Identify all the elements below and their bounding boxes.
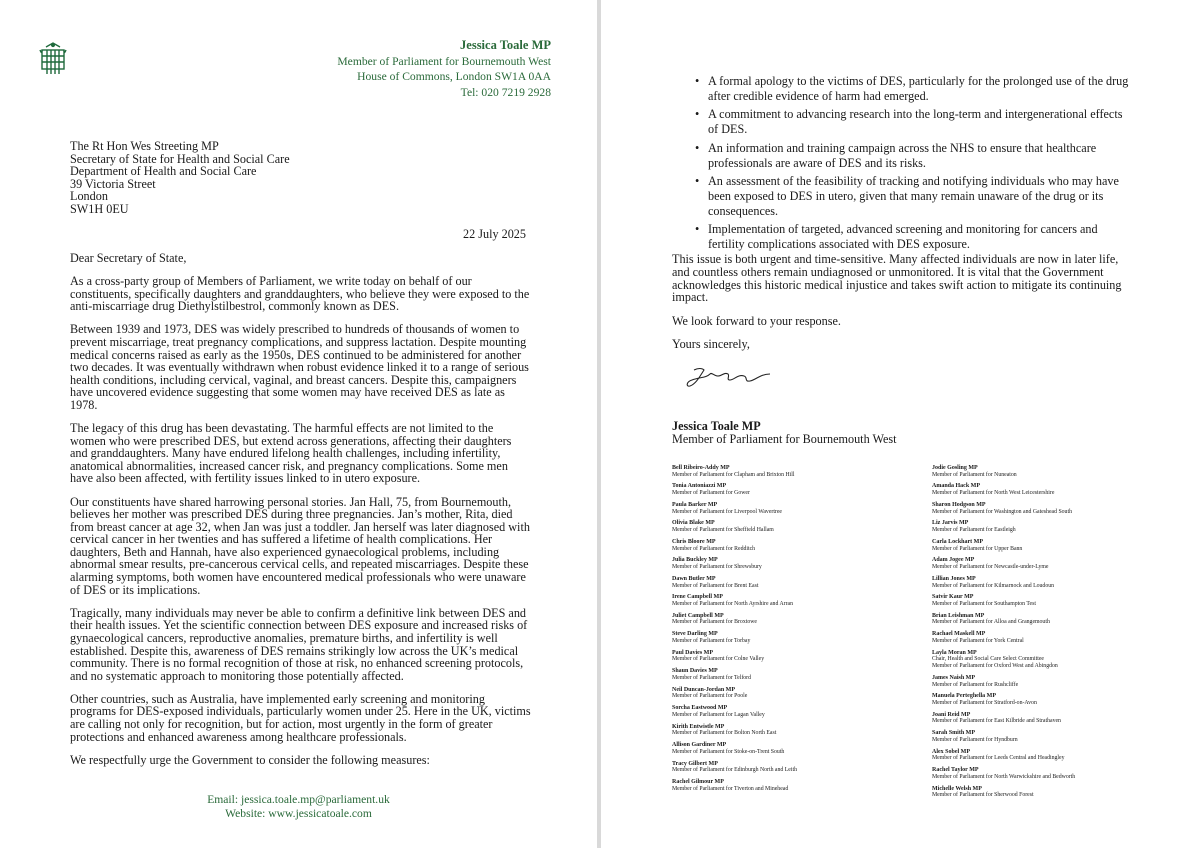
letterhead-line: Member of Parliament for Bournemouth West: [337, 54, 551, 68]
cosignatory: [932, 675, 1075, 688]
recipient-line: The Rt Hon Wes Streeting MP: [70, 139, 219, 153]
cosignatory: [932, 520, 1075, 533]
body-paragraph: This issue is both urgent and time-sensitive. Many affected individuals are now in later life, and countless others remain undiagnosed or unmonitored. It is vital that the Government acknowledges this historic medical injustice and takes swift action to mitigate its continuing impact.: [672, 252, 1122, 305]
cosignatory-name: Neil Duncan-Jordan MP: [672, 686, 735, 693]
cosignatory-name: Michelle Welsh MP: [932, 785, 982, 792]
recipient-line: Department of Health and Social Care: [70, 164, 257, 179]
letter-footer: [0, 793, 597, 820]
cosignatory-role: Member of Parliament for Lagan Valley: [672, 711, 765, 718]
cosignatory: [932, 749, 1075, 762]
cosignatory-role: Member of Parliament for Redditch: [672, 545, 756, 552]
footer-email: Email: jessica.toale.mp@parliament.uk: [207, 793, 390, 806]
cosignatory: [932, 786, 1075, 799]
cosignatories-left-column: [672, 465, 797, 798]
recipient-line: London: [70, 189, 108, 204]
cosignatory-name: Liz Jarvis MP: [932, 520, 969, 527]
cosignatory-role: Member of Parliament for Clapham and Brixton Hill: [672, 471, 795, 478]
cosignatory-role: Member of Parliament for Hyndburn: [932, 736, 1018, 743]
cosignatory-role: Member of Parliament for Poole: [672, 693, 748, 700]
cosignatory-name: Irene Campbell MP: [672, 594, 723, 601]
cosignatory-name: Jodie Gosling MP: [932, 465, 978, 471]
cosignatory: [672, 650, 797, 663]
cosignatory-name: Bell Ribeiro-Addy MP: [672, 465, 730, 471]
cosignatory-name: Juliet Campbell MP: [672, 612, 724, 619]
cosignatory-name: Alex Sobel MP: [932, 748, 970, 755]
letterhead-line: House of Commons, London SW1A 0AA: [357, 70, 551, 83]
cosignatory-role: Member of Parliament for East Kilbride and Strathaven: [932, 718, 1061, 725]
cosignatory: [672, 761, 797, 774]
body-paragraph: We respectfully urge the Government to consider the following measures:: [70, 752, 430, 767]
cosignatory-name: Paul Davies MP: [672, 649, 713, 656]
cosignatory-role: Member of Parliament for Sheffield Hallam: [672, 527, 774, 534]
letter-body-page-2: [672, 253, 1132, 361]
cosignatory-role: Member of Parliament for Gower: [672, 490, 750, 497]
cosignatory: [932, 693, 1075, 706]
cosignatory-name: Shaun Davies MP: [672, 668, 718, 675]
cosignatory-role: Member of Parliament for Kilmarnock and Loudoun: [932, 582, 1055, 589]
cosignatory: [672, 724, 797, 737]
cosignatory-name: Kirith Entwistle MP: [672, 723, 725, 730]
measure-item: • An information and training campaign across the NHS to ensure that healthcare professionals are aware of DES and its risks.: [708, 141, 1130, 170]
cosignatory-role: Member of Parliament for Eastleigh: [932, 527, 1016, 534]
measure-item: • A commitment to advancing research into the long-term and intergenerational effects of DES.: [708, 107, 1130, 136]
cosignatory-role: Member of Parliament for Alloa and Grangemouth: [932, 619, 1050, 626]
cosignatory-role: Member of Parliament for Telford: [672, 674, 752, 681]
cosignatory-role: Member of Parliament for Brent East: [672, 582, 759, 589]
cosignatory: [672, 502, 797, 515]
cosignatory-name: Amanda Hack MP: [932, 483, 980, 490]
body-paragraph: As a cross-party group of Members of Parliament, we write today on behalf of our constituents, specifically daughters and granddaughters, who believe they were exposed to the anti-miscarriage drug Diethylstilbestrol, commonly known as DES.: [70, 274, 530, 314]
cosignatory-role: Member of Parliament for North Ayrshire and Arran: [672, 600, 794, 607]
recipient-line: SW1H 0EU: [70, 201, 129, 216]
cosignatory-role: Member of Parliament for Nuneaton: [932, 471, 1017, 478]
cosignatory-role: Chair, Health and Social Care Select Committee: [932, 656, 1044, 663]
cosignatory-name: Lillian Jones MP: [932, 575, 976, 582]
cosignatory-name: Tonia Antoniazzi MP: [672, 483, 727, 490]
cosignatory: [672, 483, 797, 496]
cosignatory: [932, 650, 1075, 670]
cosignatory: [932, 557, 1075, 570]
body-paragraph: Other countries, such as Australia, have implemented early screening and monitoring programs for DES-exposed individuals, particularly women under 25. Here in the UK, victims are calling not only for recognition, but for action, most urgently in the form of greater protections and enhanced awareness among healthcare professionals.: [70, 691, 531, 744]
cosignatory: [672, 539, 797, 552]
cosignatory-name: Satvir Kaur MP: [932, 594, 974, 601]
recipient-line: 39 Victoria Street: [70, 176, 156, 191]
cosignatory: [932, 613, 1075, 626]
cosignatory-name: Tracy Gilbert MP: [672, 760, 718, 767]
cosignatory-name: Layla Moran MP: [932, 649, 977, 656]
footer-website: Website: www.jessicatoale.com: [225, 806, 372, 820]
signatory-name: Jessica Toale MP: [672, 419, 761, 433]
cosignatory: [672, 742, 797, 755]
closing: Yours sincerely,: [672, 336, 750, 351]
cosignatory-name: James Naish MP: [932, 674, 975, 681]
letter-page-1: [0, 0, 597, 848]
cosignatory: [672, 465, 797, 478]
cosignatory-name: Carla Lockhart MP: [932, 538, 983, 545]
cosignatory-role: Member of Parliament for Stratford-on-Avon: [932, 700, 1037, 706]
cosignatory: [672, 557, 797, 570]
cosignatory-name: Adam Jogee MP: [932, 557, 975, 564]
handwritten-signature-icon: [684, 364, 776, 392]
cosignatory: [932, 483, 1075, 496]
cosignatory-role: Member of Parliament for Sherwood Forest: [932, 792, 1034, 799]
cosignatory: [932, 767, 1075, 780]
cosignatory-name: Manuela Perteghella MP: [932, 693, 996, 700]
cosignatory: [672, 576, 797, 589]
cosignatory-role: Member of Parliament for Newcastle-under-Lyme: [932, 564, 1049, 571]
cosignatory: [932, 465, 1075, 478]
cosignatory-name: Rachel Taylor MP: [932, 767, 979, 774]
cosignatory-name: Sorcha Eastwood MP: [672, 705, 728, 712]
cosignatory-name: Rachael Maskell MP: [932, 631, 986, 638]
cosignatory-role: Member of Parliament for Oxford West and Abingdon: [932, 663, 1058, 670]
cosignatories-right-column: [932, 465, 1075, 804]
cosignatory-name: Olivia Blake MP: [672, 520, 715, 527]
measures-list: [668, 74, 1130, 256]
cosignatory-role: Member of Parliament for Leeds Central and Headingley: [932, 755, 1065, 762]
cosignatory-name: Rachel Gilmour MP: [672, 779, 724, 786]
cosignatory-name: Sarah Smith MP: [932, 730, 976, 737]
cosignatory: [932, 539, 1075, 552]
cosignatory-role: Member of Parliament for Washington and Gateshead South: [932, 508, 1072, 515]
cosignatory-name: Dawn Butler MP: [672, 575, 716, 582]
cosignatory-name: Brian Leishman MP: [932, 612, 985, 619]
cosignatory-name: Allison Gardiner MP: [672, 742, 727, 749]
cosignatory: [672, 779, 797, 792]
cosignatory-role: Member of Parliament for Rushcliffe: [932, 681, 1019, 688]
cosignatory: [672, 687, 797, 700]
cosignatory: [672, 668, 797, 681]
cosignatory: [932, 594, 1075, 607]
cosignatory-role: Member of Parliament for Tiverton and Minehead: [672, 785, 789, 792]
letter-date: 22 July 2025: [463, 227, 526, 241]
body-paragraph: Between 1939 and 1973, DES was widely prescribed to hundreds of thousands of women to prevent miscarriage, treat pregnancy complications, and suppress lactation. Despite mounting medical concerns raised as early as the 1950s, DES continued to be administered for another two decades. It was eventually withdrawn when robust evidence linked it to a range of serious health conditions, including cervical, vaginal, and breast cancers. Despite this, campaigners have uncovered evidence suggesting that some women may have received DES as late as 1978.: [70, 322, 529, 412]
salutation: Dear Secretary of State,: [70, 251, 187, 265]
cosignatory-role: Member of Parliament for North Warwickshire and Bedworth: [932, 773, 1076, 780]
cosignatory-role: Member of Parliament for Stoke-on-Trent South: [672, 748, 785, 755]
body-paragraph: Tragically, many individuals may never be able to confirm a definitive link between DES and their health issues. Yet the scientific connection between DES exposure and increased risks of gynaecological cancers, reproductive anomalies, premature births, and infertility is well established. Despite this, awareness of DES remains strikingly low across the UK’s medical community. There is no formal recognition of those at risk, no enhanced screening protocols, and no systematic approach to monitoring those potentially affected.: [70, 605, 528, 683]
signatory-block: [672, 420, 897, 446]
cosignatory-role: Member of Parliament for Liverpool Wavertree: [672, 508, 783, 515]
cosignatory-role: Member of Parliament for Colne Valley: [672, 656, 765, 663]
cosignatory: [932, 631, 1075, 644]
letterhead-name: Jessica Toale MP: [460, 38, 551, 52]
recipient-line: Secretary of State for Health and Social Care: [70, 151, 290, 166]
cosignatory: [932, 712, 1075, 725]
cosignatory-role: Member of Parliament for North West Leicestershire: [932, 490, 1055, 497]
cosignatory-name: Paula Barker MP: [672, 501, 718, 508]
cosignatory-role: Member of Parliament for Broxtowe: [672, 619, 757, 626]
cosignatory-name: Joani Reid MP: [932, 711, 971, 718]
recipient-address: [70, 140, 290, 216]
cosignatory-name: Steve Darling MP: [672, 631, 718, 638]
cosignatory: [672, 594, 797, 607]
cosignatory-name: Chris Bloore MP: [672, 538, 716, 545]
cosignatory-role: Member of Parliament for Shrewsbury: [672, 564, 762, 571]
cosignatory: [672, 631, 797, 644]
cosignatory: [932, 576, 1075, 589]
cosignatory-role: Member of Parliament for Bolton North East: [672, 730, 777, 737]
portcullis-crest-icon: [38, 42, 68, 76]
letterhead-line: Tel: 020 7219 2928: [460, 85, 551, 99]
cosignatory: [672, 705, 797, 718]
body-paragraph: We look forward to your response.: [672, 313, 841, 328]
cosignatory-role: Member of Parliament for Edinburgh North and Leith: [672, 767, 797, 774]
cosignatory: [932, 730, 1075, 743]
letter-body-page-1: [70, 252, 532, 777]
cosignatory: [672, 520, 797, 533]
cosignatory-role: Member of Parliament for York Central: [932, 637, 1024, 644]
cosignatory-role: Member of Parliament for Torbay: [672, 637, 751, 644]
measure-item: • An assessment of the feasibility of tracking and notifying individuals who may have been exposed to DES in utero, given that many remain unaware of the drug or its consequences.: [708, 174, 1130, 218]
cosignatory-role: Member of Parliament for Southampton Test: [932, 600, 1036, 607]
body-paragraph: The legacy of this drug has been devastating. The harmful effects are not limited to the women who were prescribed DES, but extend across generations, affecting their daughters and granddaughters. Many have endured lifelong health challenges, including infertility, anatomical abnormalities, increased cancer risk, and pregnancy complications. Some men have also been affected, with fertility issues linked to in utero exposure.: [70, 421, 512, 486]
signatory-title: Member of Parliament for Bournemouth West: [672, 431, 897, 446]
cosignatory: [932, 502, 1075, 515]
cosignatory: [672, 613, 797, 626]
measure-item: • A formal apology to the victims of DES, particularly for the prolonged use of the drug after credible evidence of harm had emerged.: [708, 74, 1130, 103]
body-paragraph: Our constituents have shared harrowing personal stories. Jan Hall, 75, from Bournemouth, believes her mother was prescribed DES during three pregnancies. Jan’s mother, Rita, died from breast cancer at age 32, when Jan was just a toddler. Jan herself was later diagnosed with cervical cancer in her twenties and has suffered a lifetime of health complications. Her daughters, Beth and Hannah, have also experienced gynaecological problems, including abnormal smear results, pre-cancerous cervical cells, and repeated miscarriages. Despite these alarming symptoms, both women have encountered medical professionals who were unaware of DES or its implications.: [70, 494, 530, 597]
cosignatory-name: Julia Buckley MP: [672, 557, 718, 564]
cosignatory-role: Member of Parliament for Upper Bann: [932, 545, 1023, 552]
measure-item: • Implementation of targeted, advanced screening and monitoring for cancers and fertility complications associated with DES exposure.: [708, 222, 1130, 251]
letterhead: [337, 38, 551, 100]
cosignatory-name: Sharon Hodgson MP: [932, 501, 986, 508]
